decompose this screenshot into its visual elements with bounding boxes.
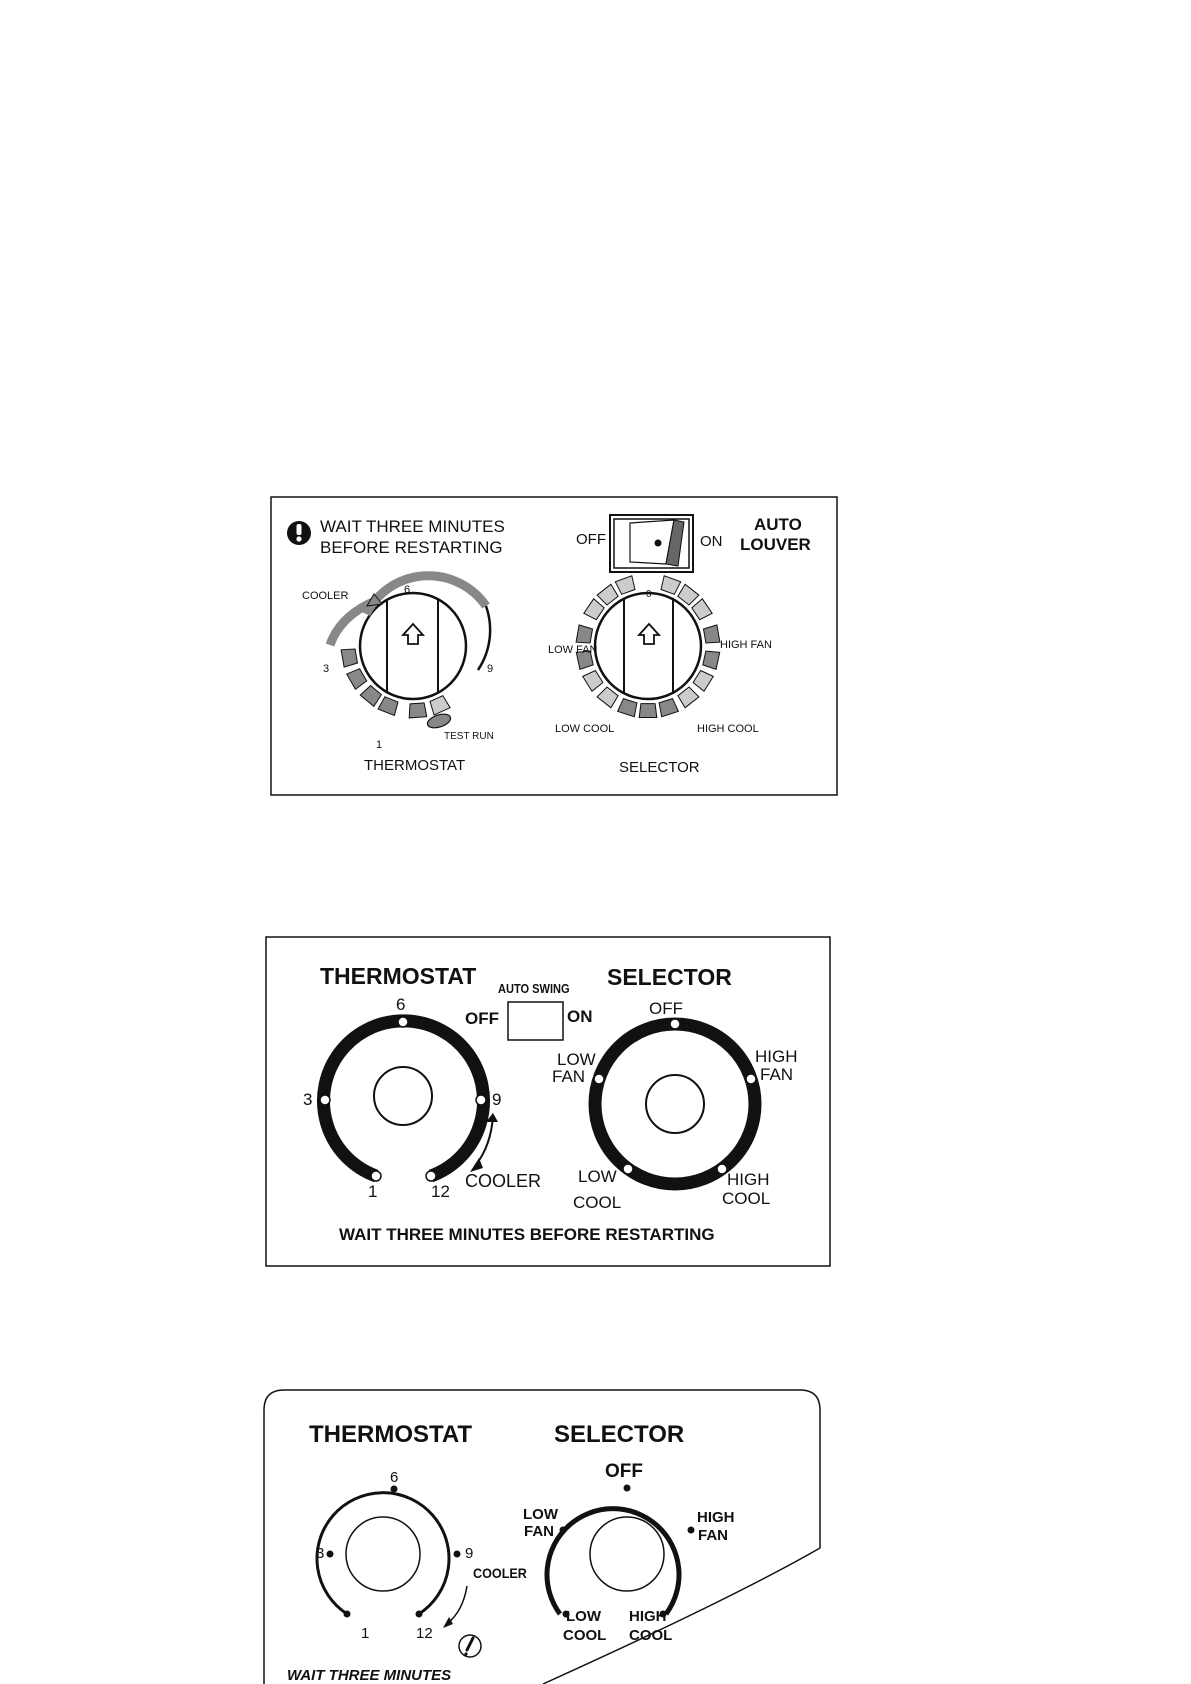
selector-high-cool-1: HIGH (727, 1170, 770, 1189)
selector-tick-0: 0 (646, 589, 652, 600)
selector-low-cool-2: COOL (573, 1193, 622, 1212)
thermostat-tick-9: 9 (492, 1090, 502, 1109)
selector-off: OFF (649, 999, 683, 1018)
thermostat-tick-3: 3 (323, 663, 330, 675)
scale-segment (341, 649, 357, 667)
panel-2-footer: WAIT THREE MINUTES BEFORE RESTARTING (339, 1225, 715, 1244)
switch-on-label: ON (567, 1007, 593, 1026)
selector-low-cool: LOW COOL (555, 723, 615, 735)
thermostat-tick-9: 9 (465, 1545, 474, 1562)
thermostat-tick-1: 1 (368, 1182, 378, 1201)
selector-off: OFF (605, 1461, 643, 1482)
scale-segment (692, 599, 712, 620)
selector-low-cool-1: LOW (566, 1608, 601, 1625)
scale-segment (597, 584, 618, 605)
selector-title: SELECTOR (554, 1421, 685, 1448)
selector-high-fan-1: HIGH (697, 1509, 735, 1526)
thermostat-tick-12: 12 (416, 1625, 433, 1642)
thermostat-cooler-label: COOLER (473, 1565, 527, 1581)
selector-low-cool-1: LOW (578, 1167, 617, 1186)
thermostat-tick-6: 6 (404, 584, 411, 596)
auto-louver-switch[interactable] (610, 515, 693, 572)
thermostat-label: THERMOSTAT (364, 757, 466, 774)
scale-segment (576, 625, 592, 643)
scale-segment (597, 687, 618, 708)
thermostat-knob[interactable] (346, 1517, 420, 1591)
scale-segment (639, 704, 657, 718)
control-panel-3 (263, 1388, 821, 1684)
thermostat-tick-9: 9 (487, 663, 494, 675)
thermostat-tick-6: 6 (396, 995, 406, 1014)
cooler-arrow-icon (447, 1586, 467, 1624)
exclamation-icon (459, 1635, 481, 1657)
thermostat-title: THERMOSTAT (320, 963, 477, 989)
thermostat-tick-1: 1 (376, 739, 383, 751)
selector-high-cool-1: HIGH (629, 1608, 667, 1625)
thermostat-tick-12: 12 (431, 1182, 450, 1201)
switch-off-label: OFF (465, 1009, 499, 1028)
selector-title: SELECTOR (607, 964, 732, 990)
thermostat-tick-6: 6 (390, 1469, 399, 1486)
selector-low-fan-1: LOW (557, 1050, 596, 1069)
thermostat-knob[interactable] (374, 1067, 432, 1125)
test-run-marker (426, 712, 453, 731)
selector-low-cool-2: COOL (563, 1627, 607, 1644)
thermostat-cooler-label: COOLER (465, 1171, 542, 1191)
selector-label: SELECTOR (619, 759, 700, 776)
thermostat-tick-3: 3 (303, 1090, 313, 1109)
warning-line-1: WAIT THREE MINUTES (320, 517, 505, 536)
thermostat-title: THERMOSTAT (309, 1421, 473, 1448)
switch-off-label: OFF (576, 531, 606, 548)
scale-segment (360, 686, 381, 707)
scale-segment (693, 671, 713, 692)
scale-segment (583, 671, 603, 692)
panel-3-footer: WAIT THREE MINUTES (287, 1667, 452, 1684)
selector-high-fan-2: FAN (698, 1527, 728, 1544)
scale-segment (659, 699, 678, 717)
selector-high-cool: HIGH COOL (697, 723, 759, 735)
selector-high-cool-2: COOL (722, 1189, 771, 1208)
selector-knob[interactable] (646, 1075, 704, 1133)
selector-low-fan-2: FAN (524, 1523, 554, 1540)
selector-low-fan: LOW FAN (548, 644, 598, 656)
auto-swing-switch[interactable] (508, 1002, 563, 1040)
selector-low-fan-1: LOW (523, 1506, 558, 1523)
selector-knob[interactable] (590, 1517, 664, 1591)
scale-segment (703, 651, 720, 669)
switch-on-label: ON (700, 533, 723, 550)
scale-segment (378, 697, 398, 716)
scale-segment (409, 703, 427, 718)
scale-segment (661, 576, 681, 595)
control-panel-2 (265, 936, 831, 1267)
test-run-label: TEST RUN (444, 731, 494, 742)
auto-swing-label: AUTO SWING (498, 981, 570, 996)
selector-high-fan-2: FAN (760, 1065, 794, 1084)
selector-high-fan-1: HIGH (755, 1047, 798, 1066)
auto-louver-line-1: AUTO (754, 515, 802, 534)
control-panel-1 (270, 496, 838, 796)
auto-louver-line-2: LOUVER (740, 535, 811, 554)
scale-segment (615, 576, 635, 595)
selector-high-fan: HIGH FAN (720, 639, 772, 651)
thermostat-knob[interactable] (360, 593, 466, 699)
scale-segment (678, 584, 699, 605)
scale-segment (584, 599, 604, 620)
switch-indicator-dot (655, 540, 662, 547)
scale-segment (704, 625, 720, 643)
selector-knob[interactable] (595, 593, 701, 699)
selector-high-cool-2: COOL (629, 1627, 673, 1644)
exclamation-circle-icon (287, 521, 311, 545)
scale-segment (347, 669, 367, 690)
warning-line-2: BEFORE RESTARTING (320, 538, 503, 557)
thermostat-tick-1: 1 (361, 1625, 370, 1642)
thermostat-cooler-label: COOLER (302, 590, 349, 602)
scale-segment (678, 687, 699, 708)
scale-segment (430, 696, 450, 715)
scale-segment (618, 699, 637, 717)
thermostat-tick-3: 3 (316, 1545, 325, 1562)
selector-low-fan-2: FAN (552, 1067, 586, 1086)
